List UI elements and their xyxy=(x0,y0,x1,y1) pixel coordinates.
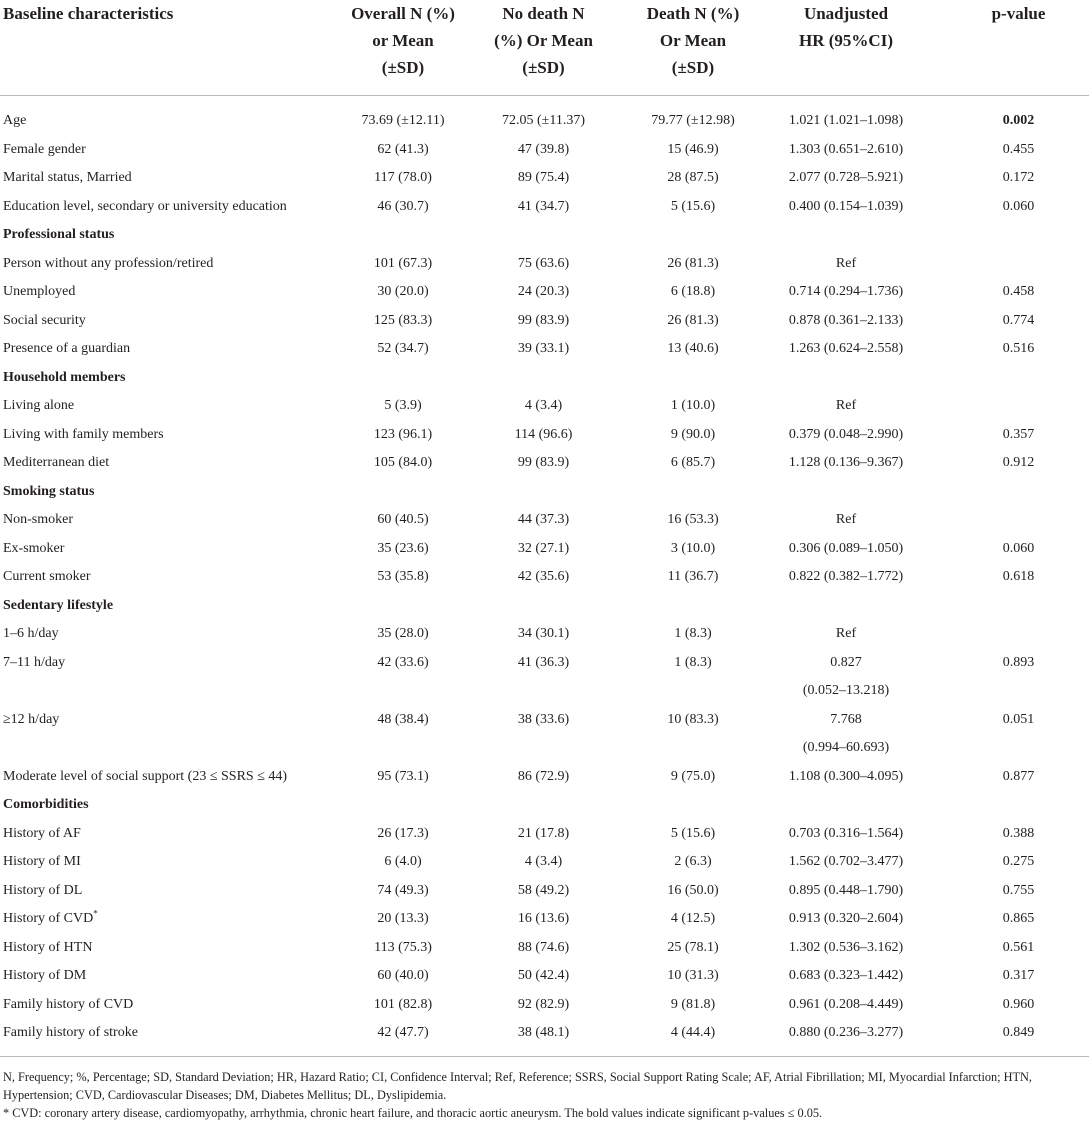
no-death-cell: 114 (96.6) xyxy=(514,426,573,442)
row-label xyxy=(0,1019,341,1056)
row-label-text: Living alone xyxy=(3,398,75,413)
overall-cell: 113 (75.3) xyxy=(374,939,432,955)
section-header-row xyxy=(0,791,1089,820)
no-death-cell: 38 (33.6) xyxy=(517,711,570,727)
row-label-text: Marital status, Married xyxy=(3,170,132,185)
table-row xyxy=(0,535,1089,564)
header-overall xyxy=(341,0,465,96)
table-row xyxy=(0,193,1089,222)
row-label-text: Person without any profession/retired xyxy=(3,255,214,271)
hr-cell xyxy=(764,506,928,535)
hr-value: 2.077 (0.728–5.921) xyxy=(788,170,904,185)
table-row xyxy=(0,506,1089,535)
hr-ci: (0.052–13.218) xyxy=(802,683,890,698)
overall-cell: 125 (83.3) xyxy=(373,312,433,328)
death-cell: 79.77 (±12.98) xyxy=(651,113,735,128)
p-value-cell: 0.893 xyxy=(1002,654,1035,670)
header-death xyxy=(622,0,764,96)
death-cell: 4 (12.5) xyxy=(670,911,716,926)
row-label xyxy=(0,620,341,649)
p-value-cell xyxy=(928,620,1089,649)
hr-value: Ref xyxy=(835,512,857,527)
hr-cell xyxy=(764,563,928,592)
hr-cell xyxy=(764,934,928,963)
p-value-cell: 0.755 xyxy=(1002,882,1035,898)
death-cell: 6 (18.8) xyxy=(670,284,716,299)
overall-cell: 53 (35.8) xyxy=(377,569,429,584)
p-value-cell: 0.455 xyxy=(1002,141,1035,157)
overall-cell: 20 (13.3) xyxy=(377,911,429,926)
hr-cell xyxy=(764,991,928,1020)
row-label-text: 7–11 h/day xyxy=(3,654,66,670)
no-death-cell: 21 (17.8) xyxy=(517,825,570,841)
overall-cell: 117 (78.0) xyxy=(374,170,432,185)
table-row xyxy=(0,96,1089,136)
table-row xyxy=(0,877,1089,906)
table-footnotes xyxy=(0,1056,1089,1122)
p-value-cell xyxy=(928,506,1089,535)
footnote-cvd: * CVD: coronary artery disease, cardiomyopathy, arrhythmia, chronic heart failure, and thoracic aortic aneurysm. The bold values indicate significant p-values ≤ 0.05. xyxy=(3,1105,823,1120)
header-hr-line1: Unadjusted xyxy=(803,4,889,23)
table-row xyxy=(0,649,1089,706)
row-label-text: Age xyxy=(3,113,27,128)
hr-value: 0.400 (0.154–1.039) xyxy=(788,198,904,214)
no-death-cell: 89 (75.4) xyxy=(517,170,570,185)
row-label-text: History of CVD xyxy=(3,911,94,926)
no-death-cell: 42 (35.6) xyxy=(517,569,570,584)
header-death-line1: Death N (%) xyxy=(646,4,740,23)
row-label xyxy=(0,820,341,849)
section-label: Household members xyxy=(3,369,126,385)
hr-cell xyxy=(764,421,928,450)
section-label: Comorbidities xyxy=(3,797,89,812)
row-label-text: Unemployed xyxy=(3,284,76,299)
no-death-cell: 99 (83.9) xyxy=(517,455,570,470)
hr-value: 0.878 (0.361–2.133) xyxy=(788,312,904,328)
death-cell: 25 (78.1) xyxy=(667,939,719,955)
p-value-cell: 0.002 xyxy=(1002,113,1035,128)
table-row xyxy=(0,563,1089,592)
hr-cell xyxy=(764,164,928,193)
table-row xyxy=(0,164,1089,193)
hr-value: 1.128 (0.136–9.367) xyxy=(788,455,904,470)
row-label-text: Family history of CVD xyxy=(3,996,134,1012)
overall-cell: 101 (82.8) xyxy=(373,996,433,1012)
hr-cell xyxy=(764,335,928,364)
row-label xyxy=(0,335,341,364)
overall-cell: 46 (30.7) xyxy=(377,198,429,214)
death-cell: 26 (81.3) xyxy=(667,255,719,271)
row-label-text: History of AF xyxy=(3,825,81,841)
hr-value: 0.880 (0.236–3.277) xyxy=(788,1025,904,1040)
row-label xyxy=(0,763,341,792)
row-label-text: Presence of a guardian xyxy=(3,341,131,356)
hr-cell xyxy=(764,136,928,165)
p-value-cell: 0.388 xyxy=(1002,825,1035,841)
death-cell: 26 (81.3) xyxy=(667,312,719,328)
p-value-cell: 0.960 xyxy=(1002,996,1035,1012)
overall-cell: 42 (33.6) xyxy=(377,654,429,670)
death-cell: 9 (75.0) xyxy=(670,768,716,784)
overall-cell: 42 (47.7) xyxy=(377,1025,429,1040)
p-value-cell xyxy=(928,392,1089,421)
row-label xyxy=(0,136,341,165)
section-label: Sedentary lifestyle xyxy=(3,597,114,613)
table-row xyxy=(0,905,1089,934)
row-label xyxy=(0,392,341,421)
no-death-cell: 38 (48.1) xyxy=(517,1025,570,1040)
hr-cell xyxy=(764,763,928,792)
header-overall-line1: Overall N (%) xyxy=(351,4,455,23)
overall-cell: 74 (49.3) xyxy=(377,882,429,898)
hr-cell xyxy=(764,905,928,934)
hr-value: 1.108 (0.300–4.095) xyxy=(788,768,904,784)
hr-value: 0.306 (0.089–1.050) xyxy=(788,540,904,556)
row-label-text: Mediterranean diet xyxy=(3,455,110,470)
row-label xyxy=(0,164,341,193)
death-cell: 9 (90.0) xyxy=(670,426,716,442)
header-no-death xyxy=(465,0,622,96)
row-label-text: Female gender xyxy=(3,141,86,157)
overall-cell: 101 (67.3) xyxy=(373,255,433,271)
death-cell: 1 (10.0) xyxy=(670,398,716,413)
p-value-cell: 0.458 xyxy=(1002,284,1035,299)
no-death-cell: 41 (34.7) xyxy=(517,198,570,214)
hr-value: 0.379 (0.048–2.990) xyxy=(788,426,904,442)
hr-cell xyxy=(764,649,928,706)
footnote-abbreviations: N, Frequency; %, Percentage; SD, Standard Deviation; HR, Hazard Ratio; CI, Confidence Interval; Ref, Reference; SSRS, Social Support Rating Scale; AF, Atrial Fibrillation; MI, Myocardial Infarction; HTN, Hypertension; CVD, Cardiovascular Diseases; DM, Diabetes Mellitus; DL, Dyslipidemia. xyxy=(3,1069,1032,1102)
p-value-cell: 0.357 xyxy=(1002,426,1035,442)
row-label xyxy=(0,250,341,279)
no-death-cell: 47 (39.8) xyxy=(517,141,570,157)
table-row xyxy=(0,820,1089,849)
section-header-row xyxy=(0,364,1089,393)
death-cell: 15 (46.9) xyxy=(667,141,719,157)
row-label-text: Social security xyxy=(3,312,86,328)
overall-cell: 105 (84.0) xyxy=(373,455,433,470)
row-label xyxy=(0,193,341,222)
row-label xyxy=(0,535,341,564)
death-cell: 11 (36.7) xyxy=(667,569,719,584)
row-label xyxy=(0,506,341,535)
row-label-text: History of MI xyxy=(3,854,81,869)
overall-cell: 95 (73.1) xyxy=(377,768,429,784)
hr-value: 1.302 (0.536–3.162) xyxy=(788,939,904,955)
no-death-cell: 24 (20.3) xyxy=(517,284,570,299)
table-row xyxy=(0,278,1089,307)
overall-cell: 48 (38.4) xyxy=(377,711,429,727)
row-label xyxy=(0,649,341,706)
death-cell: 10 (83.3) xyxy=(667,711,719,727)
table-row xyxy=(0,1019,1089,1056)
header-unadjusted-hr xyxy=(764,0,928,96)
row-label xyxy=(0,563,341,592)
row-label-text: Education level, secondary or university education xyxy=(3,198,287,214)
hr-cell xyxy=(764,962,928,991)
death-cell: 6 (85.7) xyxy=(670,455,716,470)
header-no-death-line3: (±SD) xyxy=(522,58,565,77)
p-value-cell: 0.516 xyxy=(1002,341,1035,356)
death-cell: 1 (8.3) xyxy=(674,654,712,670)
overall-cell: 30 (20.0) xyxy=(377,284,429,299)
no-death-cell: 88 (74.6) xyxy=(517,939,570,955)
death-cell: 5 (15.6) xyxy=(670,825,716,841)
overall-cell: 35 (28.0) xyxy=(377,626,429,641)
no-death-cell: 16 (13.6) xyxy=(517,911,570,926)
overall-cell: 35 (23.6) xyxy=(377,540,429,556)
hr-cell xyxy=(764,250,928,279)
hr-cell xyxy=(764,706,928,763)
header-hr-line2: HR (95%CI) xyxy=(799,31,893,50)
death-cell: 13 (40.6) xyxy=(667,341,719,356)
death-cell: 16 (50.0) xyxy=(667,882,719,898)
overall-cell: 26 (17.3) xyxy=(377,825,429,841)
p-value-cell xyxy=(928,250,1089,279)
no-death-cell: 4 (3.4) xyxy=(524,398,563,413)
row-label xyxy=(0,307,341,336)
section-header-row xyxy=(0,478,1089,507)
row-label xyxy=(0,962,341,991)
no-death-cell: 34 (30.1) xyxy=(517,626,570,641)
header-no-death-line1: No death N xyxy=(502,4,585,23)
p-value-cell: 0.774 xyxy=(1002,312,1035,328)
no-death-cell: 41 (36.3) xyxy=(517,654,570,670)
hr-cell xyxy=(764,449,928,478)
hr-value: 7.768 xyxy=(830,711,862,727)
hr-cell xyxy=(764,307,928,336)
hr-value: 1.021 (1.021–1.098) xyxy=(788,113,904,128)
p-value-cell: 0.060 xyxy=(1002,198,1035,214)
p-value-cell: 0.561 xyxy=(1002,939,1035,955)
hr-value: Ref xyxy=(835,398,857,413)
no-death-cell: 75 (63.6) xyxy=(517,255,570,271)
header-no-death-line2: (%) Or Mean xyxy=(494,31,593,50)
death-cell: 10 (31.3) xyxy=(667,968,719,983)
row-label-text: Living with family members xyxy=(3,426,164,442)
hr-value: 1.303 (0.651–2.610) xyxy=(788,141,904,157)
hr-cell xyxy=(764,193,928,222)
header-overall-line2: or Mean xyxy=(372,31,434,50)
death-cell: 28 (87.5) xyxy=(667,170,719,185)
p-value-cell: 0.317 xyxy=(1002,968,1035,983)
row-label xyxy=(0,449,341,478)
table-row xyxy=(0,763,1089,792)
overall-cell: 52 (34.7) xyxy=(377,341,429,356)
hr-value: 0.913 (0.320–2.604) xyxy=(788,911,904,926)
hr-cell xyxy=(764,820,928,849)
p-value-cell: 0.051 xyxy=(1002,711,1035,727)
p-value-cell: 0.865 xyxy=(1002,911,1035,926)
header-overall-line3: (±SD) xyxy=(381,58,425,77)
table-row xyxy=(0,991,1089,1020)
table-row xyxy=(0,421,1089,450)
hr-cell xyxy=(764,620,928,649)
hr-cell xyxy=(764,1019,928,1056)
hr-value: Ref xyxy=(835,255,857,271)
row-label xyxy=(0,706,341,763)
table-row xyxy=(0,136,1089,165)
hr-value: 0.714 (0.294–1.736) xyxy=(788,284,904,299)
no-death-cell: 58 (49.2) xyxy=(517,882,570,898)
death-cell: 1 (8.3) xyxy=(674,626,712,641)
table-row xyxy=(0,250,1089,279)
no-death-cell: 44 (37.3) xyxy=(517,512,570,527)
hr-value: 0.827 xyxy=(830,654,862,670)
header-baseline-characteristics: Baseline characteristics xyxy=(0,0,341,96)
no-death-cell: 99 (83.9) xyxy=(517,312,570,328)
table-row xyxy=(0,706,1089,763)
hr-value: 0.822 (0.382–1.772) xyxy=(788,569,904,584)
table-row xyxy=(0,307,1089,336)
row-label-text: Non-smoker xyxy=(3,512,73,527)
header-p-value: p-value xyxy=(928,0,1089,96)
section-label: Smoking status xyxy=(3,483,95,499)
overall-cell: 60 (40.0) xyxy=(377,968,429,983)
death-cell: 16 (53.3) xyxy=(667,512,719,527)
no-death-cell: 72.05 (±11.37) xyxy=(502,113,585,128)
p-value-cell: 0.912 xyxy=(1002,455,1035,470)
row-label xyxy=(0,905,341,934)
no-death-cell: 50 (42.4) xyxy=(517,968,570,983)
p-value-cell: 0.275 xyxy=(1002,854,1035,869)
overall-cell: 123 (96.1) xyxy=(373,426,433,442)
hr-cell xyxy=(764,877,928,906)
hr-ci: (0.994–60.693) xyxy=(802,740,890,755)
footnote-marker: * xyxy=(93,908,98,919)
death-cell: 5 (15.6) xyxy=(670,198,716,214)
hr-cell xyxy=(764,535,928,564)
overall-cell: 5 (3.9) xyxy=(384,398,422,413)
hr-cell xyxy=(764,278,928,307)
row-label-text: 1–6 h/day xyxy=(3,626,59,641)
row-label-text: History of HTN xyxy=(3,939,93,955)
overall-cell: 73.69 (±12.11) xyxy=(361,113,445,128)
p-value-cell: 0.877 xyxy=(1002,768,1035,784)
section-header-row xyxy=(0,592,1089,621)
no-death-cell: 39 (33.1) xyxy=(517,341,570,356)
hr-value: Ref xyxy=(835,626,857,641)
overall-cell: 6 (4.0) xyxy=(384,854,422,869)
hr-value: 1.562 (0.702–3.477) xyxy=(788,854,904,869)
row-label-text: Moderate level of social support (23 ≤ SSRS ≤ 44) xyxy=(3,768,288,784)
death-cell: 4 (44.4) xyxy=(670,1025,716,1040)
row-label-text: ≥12 h/day xyxy=(3,711,60,727)
row-label xyxy=(0,278,341,307)
table-row xyxy=(0,962,1089,991)
death-cell: 9 (81.8) xyxy=(670,996,716,1012)
header-row xyxy=(0,0,1089,96)
p-value-cell: 0.172 xyxy=(1002,170,1035,185)
table-body xyxy=(0,96,1089,1056)
row-label-text: Family history of stroke xyxy=(3,1025,138,1040)
no-death-cell: 92 (82.9) xyxy=(517,996,570,1012)
row-label xyxy=(0,848,341,877)
hr-value: 0.703 (0.316–1.564) xyxy=(788,825,904,841)
section-label: Professional status xyxy=(3,227,115,242)
hr-value: 1.263 (0.624–2.558) xyxy=(788,341,904,356)
row-label xyxy=(0,96,341,136)
no-death-cell: 4 (3.4) xyxy=(524,854,563,869)
header-death-line2: Or Mean xyxy=(659,31,727,50)
overall-cell: 60 (40.5) xyxy=(377,512,429,527)
no-death-cell: 86 (72.9) xyxy=(517,768,570,784)
row-label-text: Current smoker xyxy=(3,569,91,584)
p-value-cell: 0.849 xyxy=(1002,1025,1035,1040)
row-label-text: History of DL xyxy=(3,882,83,898)
section-header-row xyxy=(0,221,1089,250)
hr-value: 0.895 (0.448–1.790) xyxy=(788,882,904,898)
row-label xyxy=(0,991,341,1020)
table-row xyxy=(0,392,1089,421)
row-label-text: History of DM xyxy=(3,968,87,983)
table-row xyxy=(0,335,1089,364)
row-label-text: Ex-smoker xyxy=(3,540,65,556)
hr-value: 0.961 (0.208–4.449) xyxy=(788,996,904,1012)
hr-value: 0.683 (0.323–1.442) xyxy=(788,968,904,983)
p-value-cell: 0.060 xyxy=(1002,540,1035,556)
table-row xyxy=(0,449,1089,478)
table-row xyxy=(0,934,1089,963)
death-cell: 2 (6.3) xyxy=(674,854,712,869)
header-death-line3: (±SD) xyxy=(671,58,715,77)
p-value-cell: 0.618 xyxy=(1002,569,1035,584)
row-label xyxy=(0,877,341,906)
table-row xyxy=(0,848,1089,877)
hr-cell xyxy=(764,392,928,421)
row-label xyxy=(0,421,341,450)
row-label xyxy=(0,934,341,963)
no-death-cell: 32 (27.1) xyxy=(517,540,570,556)
death-cell: 3 (10.0) xyxy=(670,540,716,556)
overall-cell: 62 (41.3) xyxy=(377,141,429,157)
hr-cell xyxy=(764,96,928,136)
table-row xyxy=(0,620,1089,649)
hr-cell xyxy=(764,848,928,877)
